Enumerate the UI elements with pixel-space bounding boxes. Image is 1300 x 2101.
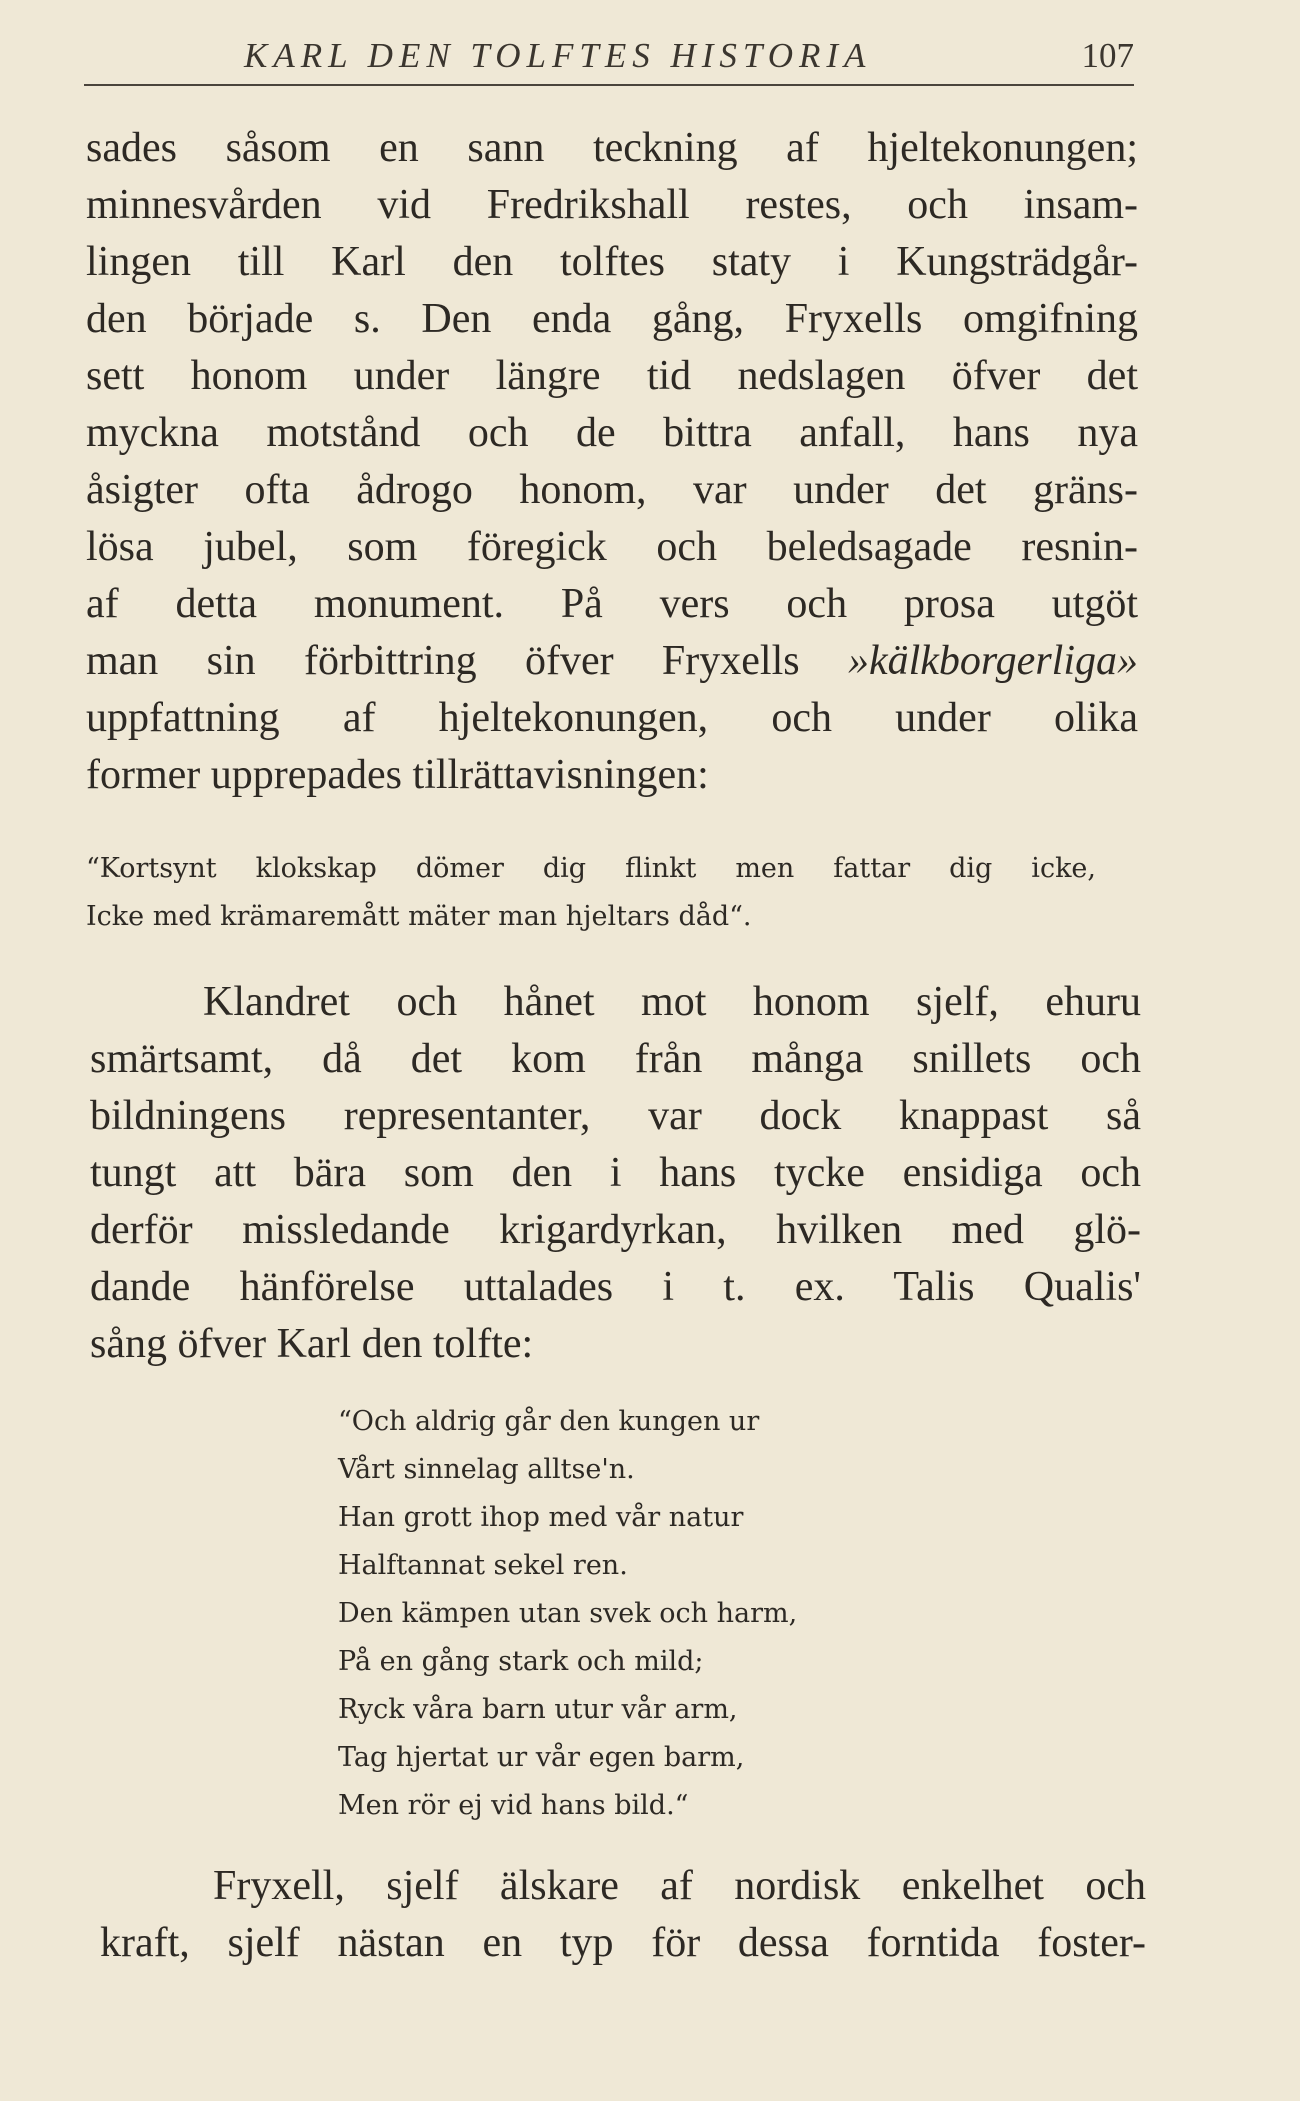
text-line: bildningens representanter, var dock knappast så bbox=[90, 1093, 1141, 1139]
text-line: minnesvården vid Fredrikshall restes, och insam- bbox=[86, 182, 1138, 228]
text-line: åsigter ofta ådrogo honom, var under det gräns- bbox=[86, 467, 1138, 513]
text-line: dande hänförelse uttalades i t. ex. Talis Qualis' bbox=[90, 1264, 1141, 1310]
page-number: 107 bbox=[1081, 36, 1134, 75]
running-title: KARL DEN TOLFTES HISTORIA bbox=[244, 36, 872, 75]
quote-line: Icke med krämaremått mäter man hjeltars dåd“. bbox=[86, 901, 752, 932]
poem-line: På en gång stark och mild; bbox=[338, 1646, 704, 1677]
quote-line: “Kortsynt klokskap dömer dig flinkt men fattar dig icke, bbox=[86, 853, 1096, 884]
text-line: Fryxell, sjelf älskare af nordisk enkelhet och bbox=[213, 1863, 1146, 1909]
text-line: uppfattning af hjeltekonungen, och under olika bbox=[86, 695, 1138, 741]
text-line: af detta monument. På vers och prosa utgöt bbox=[86, 581, 1138, 627]
poem-line: Ryck våra barn utur vår arm, bbox=[338, 1694, 738, 1725]
poem-line: Men rör ej vid hans bild.“ bbox=[338, 1790, 689, 1821]
poem-line: Tag hjertat ur vår egen barm, bbox=[338, 1742, 745, 1773]
poem-line: Halftannat sekel ren. bbox=[338, 1550, 628, 1581]
text-line: Klandret och hånet mot honom sjelf, ehuru bbox=[203, 979, 1141, 1025]
text-line: sång öfver Karl den tolfte: bbox=[90, 1321, 534, 1367]
poem-line: Den kämpen utan svek och harm, bbox=[338, 1598, 798, 1629]
poem-line: Vårt sinnelag alltse'n. bbox=[338, 1454, 635, 1485]
text-line: derför missledande krigardyrkan, hvilken med glö- bbox=[90, 1207, 1141, 1253]
text-line: tungt att bära som den i hans tycke ensidiga och bbox=[90, 1150, 1141, 1196]
text-line: lösa jubel, som föregick och beledsagade resnin- bbox=[86, 524, 1138, 570]
text-line: sett honom under längre tid nedslagen öfver det bbox=[86, 353, 1138, 399]
text-line bbox=[86, 633, 1138, 689]
poem-line: “Och aldrig går den kungen ur bbox=[338, 1406, 760, 1437]
page-header bbox=[84, 28, 1134, 86]
text-line: myckna motstånd och de bittra anfall, hans nya bbox=[86, 410, 1138, 456]
text-line: lingen till Karl den tolftes staty i Kungsträdgår- bbox=[86, 239, 1138, 285]
text-line: sades såsom en sann teckning af hjeltekonungen; bbox=[86, 125, 1138, 171]
text-line: den började s. Den enda gång, Fryxells omgifning bbox=[86, 296, 1138, 342]
italic-term: »kälkborgerliga» bbox=[847, 638, 1138, 684]
text-line: former upprepades tillrättavisningen: bbox=[86, 752, 709, 798]
text-line: smärtsamt, då det kom från många snillets och bbox=[90, 1036, 1141, 1082]
poem-line: Han grott ihop med vår natur bbox=[338, 1502, 744, 1533]
text-line: kraft, sjelf nästan en typ för dessa forntida foster- bbox=[100, 1920, 1146, 1966]
text-run: man sin förbittring öfver Fryxells bbox=[86, 638, 848, 684]
